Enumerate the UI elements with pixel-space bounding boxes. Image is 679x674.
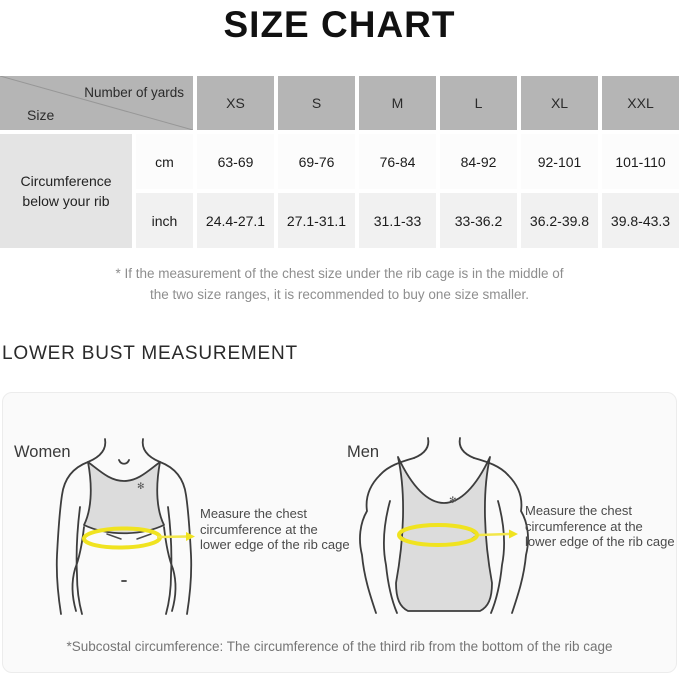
annotation-line: lower edge of the rib cage [200, 537, 350, 552]
value-cell: 31.1-33 [359, 193, 436, 248]
pointer-arrow [479, 534, 509, 535]
page-title: SIZE CHART [223, 4, 456, 45]
men-figure-label: Men [347, 443, 380, 461]
section-heading: LOWER BUST MEASUREMENT [2, 343, 298, 364]
size-table [0, 76, 679, 248]
brand-logo-icon: ✻ [449, 495, 457, 505]
column-header-xs: XS [197, 76, 274, 130]
value-cell: 27.1-31.1 [278, 193, 355, 248]
measurement-panel [2, 392, 677, 673]
unit-cell-inch: inch [136, 193, 193, 248]
annotation-line: lower edge of the rib cage [525, 534, 675, 549]
value-cell: 24.4-27.1 [197, 193, 274, 248]
column-header-xl: XL [521, 76, 598, 130]
column-header-s: S [278, 76, 355, 130]
sizing-note [0, 264, 679, 305]
sizing-note-line1: * If the measurement of the chest size under the rib cage is in the middle of [115, 266, 564, 281]
sizing-note-line2: the two size ranges, it is recommended to buy one size smaller. [150, 286, 529, 302]
value-cell: 101-110 [602, 134, 679, 189]
brand-logo-icon: ✻ [137, 481, 145, 491]
men-measure-annotation [525, 503, 675, 550]
unit-cell-cm: cm [136, 134, 193, 189]
value-cell: 76-84 [359, 134, 436, 189]
table-corner-cell [0, 76, 193, 130]
column-header-xxl: XXL [602, 76, 679, 130]
annotation-line: Measure the chest [200, 506, 307, 521]
women-figure-label: Women [14, 443, 71, 461]
value-cell: 39.8-43.3 [602, 193, 679, 248]
women-torso-illustration [29, 435, 219, 620]
corner-label-columns: Number of yards [84, 85, 184, 100]
value-cell: 84-92 [440, 134, 517, 189]
sports-bra [84, 462, 164, 533]
row-label: Circumference below your rib [0, 134, 132, 248]
subcostal-footnote: *Subcostal circumference: The circumference of the third rib from the bottom of the rib cage [66, 639, 613, 654]
annotation-line: circumference at the [525, 518, 643, 534]
annotation-line: Measure the chest [525, 503, 632, 518]
men-torso-illustration [344, 435, 544, 620]
pointer-arrow [157, 537, 187, 538]
corner-label-rows: Size [27, 107, 55, 123]
annotation-line: circumference at the [200, 521, 318, 537]
column-header-l: L [440, 76, 517, 130]
column-header-m: M [359, 76, 436, 130]
value-cell: 69-76 [278, 134, 355, 189]
value-cell: 36.2-39.8 [521, 193, 598, 248]
value-cell: 33-36.2 [440, 193, 517, 248]
value-cell: 92-101 [521, 134, 598, 189]
women-measure-annotation [200, 506, 350, 553]
value-cell: 63-69 [197, 134, 274, 189]
